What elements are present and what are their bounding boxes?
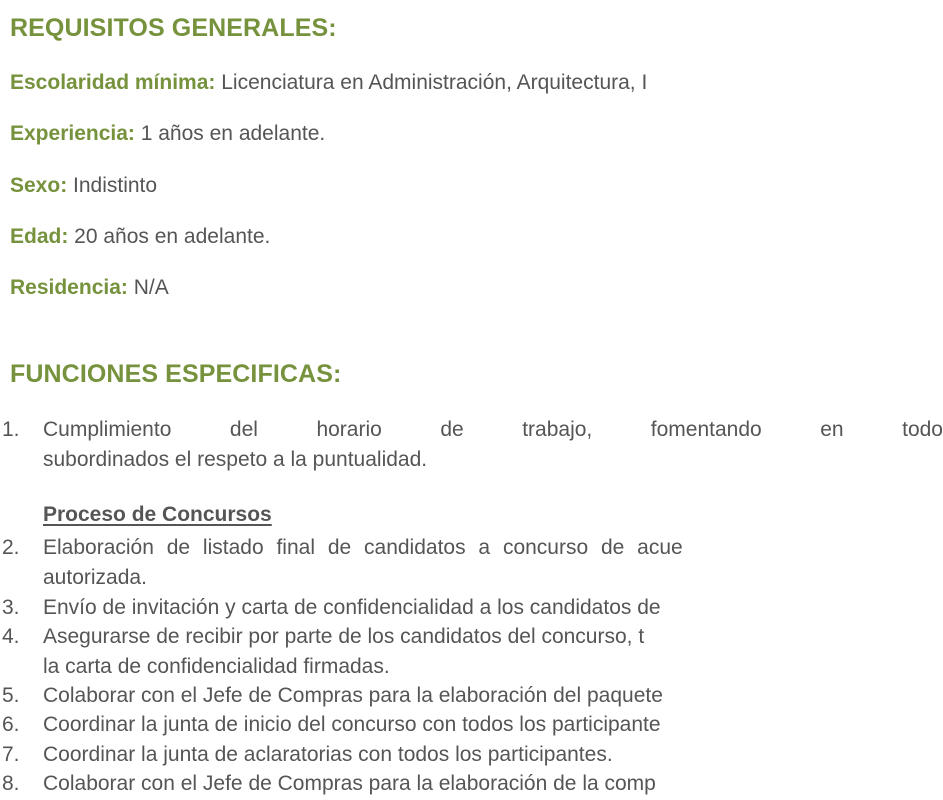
requirement-label: Experiencia: [10,122,135,145]
requirement-value: Licenciatura en Administración, Arquitectura, I [215,71,648,94]
list-item-continuation: la carta de confidencialidad firmadas. [43,655,390,678]
requirement-value: N/A [127,276,169,299]
list-item-number: 8. [2,772,20,795]
list-item-number: 6. [2,713,20,736]
requisitos-heading: REQUISITOS GENERALES: [10,14,337,42]
requirement-label: Residencia: [10,276,128,299]
requirement-residencia [10,276,169,300]
requirement-value: 1 años en adelante. [134,122,326,145]
list-item-number: 4. [2,625,20,648]
requirement-sexo [10,174,157,198]
list-item-text: Envío de invitación y carta de confidencialidad a los candidatos de [43,596,661,619]
list-item-text: Coordinar la junta de aclaratorias con todos los participantes. [43,743,613,766]
requirement-experiencia [10,122,325,146]
list-item-number: 7. [2,743,20,766]
list-item-number: 2. [2,536,20,559]
list-item-text: Coordinar la junta de inicio del concurso con todos los participante [43,713,661,736]
list-item-text [43,415,943,445]
requirement-value: Indistinto [67,174,158,197]
list-item-number: 3. [2,596,20,619]
list-item-number: 5. [2,684,20,707]
list-item-number: 1. [2,418,20,441]
list-item-continuation: subordinados el respeto a la puntualidad. [43,448,428,471]
list-item-text: Colaborar con el Jefe de Compras para la elaboración del paquete [43,684,663,707]
list-item-line: Elaboración de listado final de candidatos a concurso de acue [43,536,683,559]
requirement-label: Escolaridad mínima: [10,71,216,94]
list-item-text [43,533,683,563]
requirement-value: 20 años en adelante. [68,225,271,248]
list-item-text: Colaborar con el Jefe de Compras para la elaboración de la comp [43,772,656,795]
requirement-label: Edad: [10,225,69,248]
requirement-label: Sexo: [10,174,68,197]
list-item-text: Asegurarse de recibir por parte de los candidatos del concurso, t [43,625,645,648]
funciones-heading: FUNCIONES ESPECIFICAS: [10,360,342,388]
subsection-title: Proceso de Concursos [43,503,272,526]
requirement-edad [10,225,270,249]
list-item-continuation: autorizada. [43,566,147,589]
list-item-line: Cumplimiento del horario de trabajo, fomentando en todo [43,418,943,441]
requirement-escolaridad [10,71,647,95]
